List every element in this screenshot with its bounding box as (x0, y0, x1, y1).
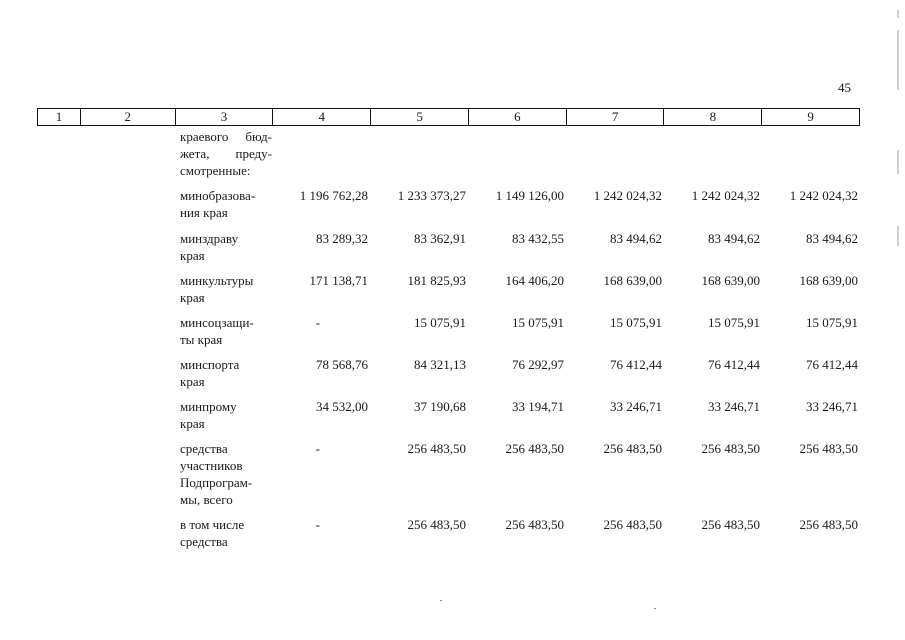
row-label: минздраву края (180, 231, 239, 263)
row-value: - (315, 441, 320, 456)
row-value: 1 242 024,32 (593, 188, 662, 203)
row-value: 83 494,62 (708, 231, 760, 246)
row-value: 256 483,50 (505, 517, 564, 532)
row-value: 1 242 024,32 (691, 188, 760, 203)
row-value: 181 825,93 (407, 273, 466, 288)
row-value: 256 483,50 (407, 441, 466, 456)
scan-speck (440, 600, 442, 601)
row-value: 168 639,00 (701, 273, 760, 288)
row-value: 83 494,62 (610, 231, 662, 246)
row-label: минобразова- ния края (180, 188, 256, 220)
row-value: 76 412,44 (708, 357, 760, 372)
scan-mark (897, 10, 899, 18)
row-value: 83 289,32 (316, 231, 368, 246)
header-cell: 2 (80, 109, 175, 125)
row-value: 15 075,91 (806, 315, 858, 330)
table-header-row (37, 108, 860, 126)
row-value: 1 196 762,28 (299, 188, 368, 203)
row-value: 171 138,71 (309, 273, 368, 288)
row-value: 256 483,50 (799, 517, 858, 532)
row-value: 164 406,20 (505, 273, 564, 288)
row-label: минкультуры края (180, 273, 254, 305)
row-value: 256 483,50 (603, 441, 662, 456)
header-cell: 1 (55, 109, 63, 124)
row-value: 33 246,71 (708, 399, 760, 414)
row-value: 33 246,71 (806, 399, 858, 414)
row-value: 34 532,00 (316, 399, 368, 414)
page-number: 45 (838, 80, 851, 95)
scan-mark (897, 226, 899, 246)
header-cell: 5 (370, 109, 468, 125)
row-value: 1 242 024,32 (789, 188, 858, 203)
row-value: 33 246,71 (610, 399, 662, 414)
row-value: 256 483,50 (799, 441, 858, 456)
row-label: минсоцзащи- ты края (180, 315, 254, 347)
row-value: 76 412,44 (610, 357, 662, 372)
row-value: 168 639,00 (603, 273, 662, 288)
scan-mark (897, 150, 899, 174)
header-cell: 3 (175, 109, 273, 125)
row-value: 37 190,68 (414, 399, 466, 414)
scan-mark (897, 30, 899, 90)
row-value: 256 483,50 (505, 441, 564, 456)
row-value: - (315, 315, 320, 330)
row-value: 15 075,91 (610, 315, 662, 330)
header-cell: 6 (468, 109, 566, 125)
row-value: - (315, 517, 320, 532)
row-value: 256 483,50 (603, 517, 662, 532)
row-value: 1 233 373,27 (397, 188, 466, 203)
row-value: 15 075,91 (708, 315, 760, 330)
row-value: 33 194,71 (512, 399, 564, 414)
row-label: краевого бюд- жета, преду- смотренные: (180, 129, 272, 178)
row-value: 168 639,00 (799, 273, 858, 288)
header-cell: 7 (566, 109, 664, 125)
header-cell: 4 (272, 109, 370, 125)
row-value: 76 412,44 (806, 357, 858, 372)
header-cell: 9 (761, 109, 859, 125)
header-cell: 8 (663, 109, 761, 125)
row-label: минпрому края (180, 399, 237, 431)
row-value: 83 432,55 (512, 231, 564, 246)
row-value: 1 149 126,00 (495, 188, 564, 203)
row-label: в том числе средства (180, 517, 245, 549)
row-label: средства участников Подпрограм- мы, всего (180, 441, 253, 507)
row-value: 78 568,76 (316, 357, 368, 372)
row-value: 84 321,13 (414, 357, 466, 372)
row-label: минспорта края (180, 357, 240, 389)
row-value: 15 075,91 (512, 315, 564, 330)
row-value: 76 292,97 (512, 357, 564, 372)
row-value: 256 483,50 (701, 517, 760, 532)
row-value: 83 362,91 (414, 231, 466, 246)
row-value: 83 494,62 (806, 231, 858, 246)
row-value: 256 483,50 (407, 517, 466, 532)
row-value: 15 075,91 (414, 315, 466, 330)
scan-speck (654, 608, 656, 609)
row-value: 256 483,50 (701, 441, 760, 456)
